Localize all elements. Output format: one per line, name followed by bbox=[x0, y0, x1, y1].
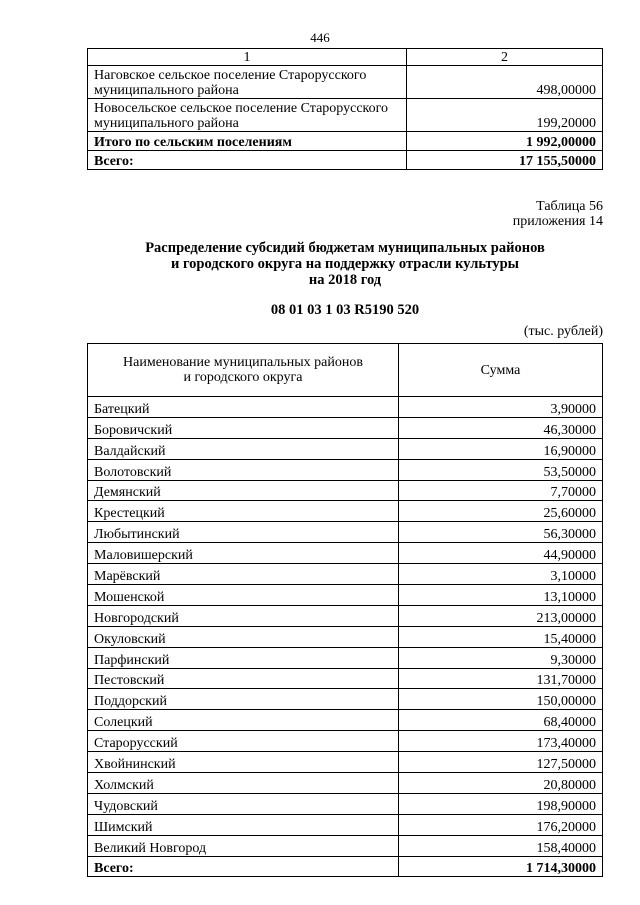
table-row bbox=[88, 66, 603, 99]
row-name: Марёвский bbox=[88, 564, 399, 585]
table-row bbox=[88, 710, 603, 731]
row-name: Великий Новгород bbox=[88, 835, 399, 856]
total-value: 17 155,50000 bbox=[407, 151, 603, 170]
column-number-1: 1 bbox=[88, 49, 407, 66]
row-value: 13,10000 bbox=[399, 585, 603, 606]
table-row bbox=[88, 752, 603, 773]
row-value: 68,40000 bbox=[399, 710, 603, 731]
table-row bbox=[88, 626, 603, 647]
row-name: Солецкий bbox=[88, 710, 399, 731]
row-value: 7,70000 bbox=[399, 480, 603, 501]
header-name-line: Наименование муниципальных районов bbox=[123, 355, 363, 370]
row-value: 176,20000 bbox=[399, 814, 603, 835]
table-row bbox=[88, 814, 603, 835]
header-name-line: и городского округа bbox=[183, 370, 303, 385]
table-row bbox=[88, 397, 603, 418]
subsidy-table bbox=[87, 343, 603, 877]
row-value: 158,40000 bbox=[399, 835, 603, 856]
column-number-row bbox=[88, 49, 603, 66]
row-name: Наговское сельское поселение Старорусского муниципального района bbox=[88, 66, 407, 99]
row-value: 498,00000 bbox=[407, 66, 603, 99]
total-row bbox=[88, 856, 603, 876]
table-row bbox=[88, 564, 603, 585]
header-row bbox=[88, 344, 603, 397]
title-line: Распределение субсидий бюджетам муниципальных районов bbox=[145, 240, 545, 256]
row-name: Шимский bbox=[88, 814, 399, 835]
total-value: 1 714,30000 bbox=[399, 856, 603, 876]
table-row bbox=[88, 668, 603, 689]
appendix-reference: приложения 14 bbox=[512, 214, 603, 229]
subtotal-label: Итого по сельским поселениям bbox=[88, 132, 407, 151]
row-name: Любытинский bbox=[88, 522, 399, 543]
header-name bbox=[88, 344, 399, 397]
document-title bbox=[87, 240, 603, 288]
table-row bbox=[88, 522, 603, 543]
row-value: 44,90000 bbox=[399, 543, 603, 564]
row-name: Батецкий bbox=[88, 397, 399, 418]
table-row bbox=[88, 605, 603, 626]
table-note bbox=[513, 199, 603, 229]
table-row bbox=[88, 585, 603, 606]
row-name: Маловишерский bbox=[88, 543, 399, 564]
row-name: Боровичский bbox=[88, 417, 399, 438]
table-row bbox=[88, 689, 603, 710]
continued-table bbox=[87, 48, 603, 170]
table-row bbox=[88, 438, 603, 459]
table-row bbox=[88, 99, 603, 132]
row-name: Старорусский bbox=[88, 731, 399, 752]
subsidy-table-body bbox=[88, 397, 603, 857]
table-number: Таблица 56 bbox=[536, 199, 603, 214]
row-value: 173,40000 bbox=[399, 731, 603, 752]
total-row bbox=[88, 151, 603, 170]
row-name: Чудовский bbox=[88, 793, 399, 814]
row-name: Окуловский bbox=[88, 626, 399, 647]
row-name: Поддорский bbox=[88, 689, 399, 710]
row-value: 3,10000 bbox=[399, 564, 603, 585]
table-row bbox=[88, 459, 603, 480]
row-value: 15,40000 bbox=[399, 626, 603, 647]
table-row bbox=[88, 731, 603, 752]
row-name: Валдайский bbox=[88, 438, 399, 459]
row-value: 198,90000 bbox=[399, 793, 603, 814]
row-name: Пестовский bbox=[88, 668, 399, 689]
unit-label: (тыс. рублей) bbox=[523, 324, 603, 339]
row-value: 25,60000 bbox=[399, 501, 603, 522]
row-name: Волотовский bbox=[88, 459, 399, 480]
table-row bbox=[88, 501, 603, 522]
row-value: 199,20000 bbox=[407, 99, 603, 132]
title-line: на 2018 год bbox=[308, 272, 382, 288]
row-value: 9,30000 bbox=[399, 647, 603, 668]
row-name: Мошенской bbox=[88, 585, 399, 606]
table-row bbox=[88, 835, 603, 856]
table-row bbox=[88, 480, 603, 501]
row-value: 131,70000 bbox=[399, 668, 603, 689]
table-row bbox=[88, 647, 603, 668]
table-row bbox=[88, 773, 603, 794]
row-value: 213,00000 bbox=[399, 605, 603, 626]
total-label: Всего: bbox=[88, 151, 407, 170]
row-name: Холмский bbox=[88, 773, 399, 794]
table-row bbox=[88, 543, 603, 564]
row-name: Парфинский bbox=[88, 647, 399, 668]
row-name: Новосельское сельское поселение Старорусского муниципального района bbox=[88, 99, 407, 132]
subtotal-value: 1 992,00000 bbox=[407, 132, 603, 151]
table-row bbox=[88, 417, 603, 438]
row-value: 53,50000 bbox=[399, 459, 603, 480]
budget-code: 08 01 03 1 03 R5190 520 bbox=[270, 302, 420, 318]
row-name: Хвойнинский bbox=[88, 752, 399, 773]
row-value: 16,90000 bbox=[399, 438, 603, 459]
row-value: 150,00000 bbox=[399, 689, 603, 710]
row-value: 3,90000 bbox=[399, 397, 603, 418]
header-sum: Сумма bbox=[399, 344, 603, 397]
row-value: 46,30000 bbox=[399, 417, 603, 438]
total-label: Всего: bbox=[88, 856, 399, 876]
row-value: 56,30000 bbox=[399, 522, 603, 543]
page-number: 446 bbox=[310, 30, 330, 45]
table-row bbox=[88, 793, 603, 814]
row-name: Демянский bbox=[88, 480, 399, 501]
row-name: Крестецкий bbox=[88, 501, 399, 522]
subtotal-row bbox=[88, 132, 603, 151]
row-value: 20,80000 bbox=[399, 773, 603, 794]
title-line: и городского округа на поддержку отрасли культуры bbox=[170, 256, 520, 272]
column-number-2: 2 bbox=[407, 49, 603, 66]
row-name: Новгородский bbox=[88, 605, 399, 626]
row-value: 127,50000 bbox=[399, 752, 603, 773]
